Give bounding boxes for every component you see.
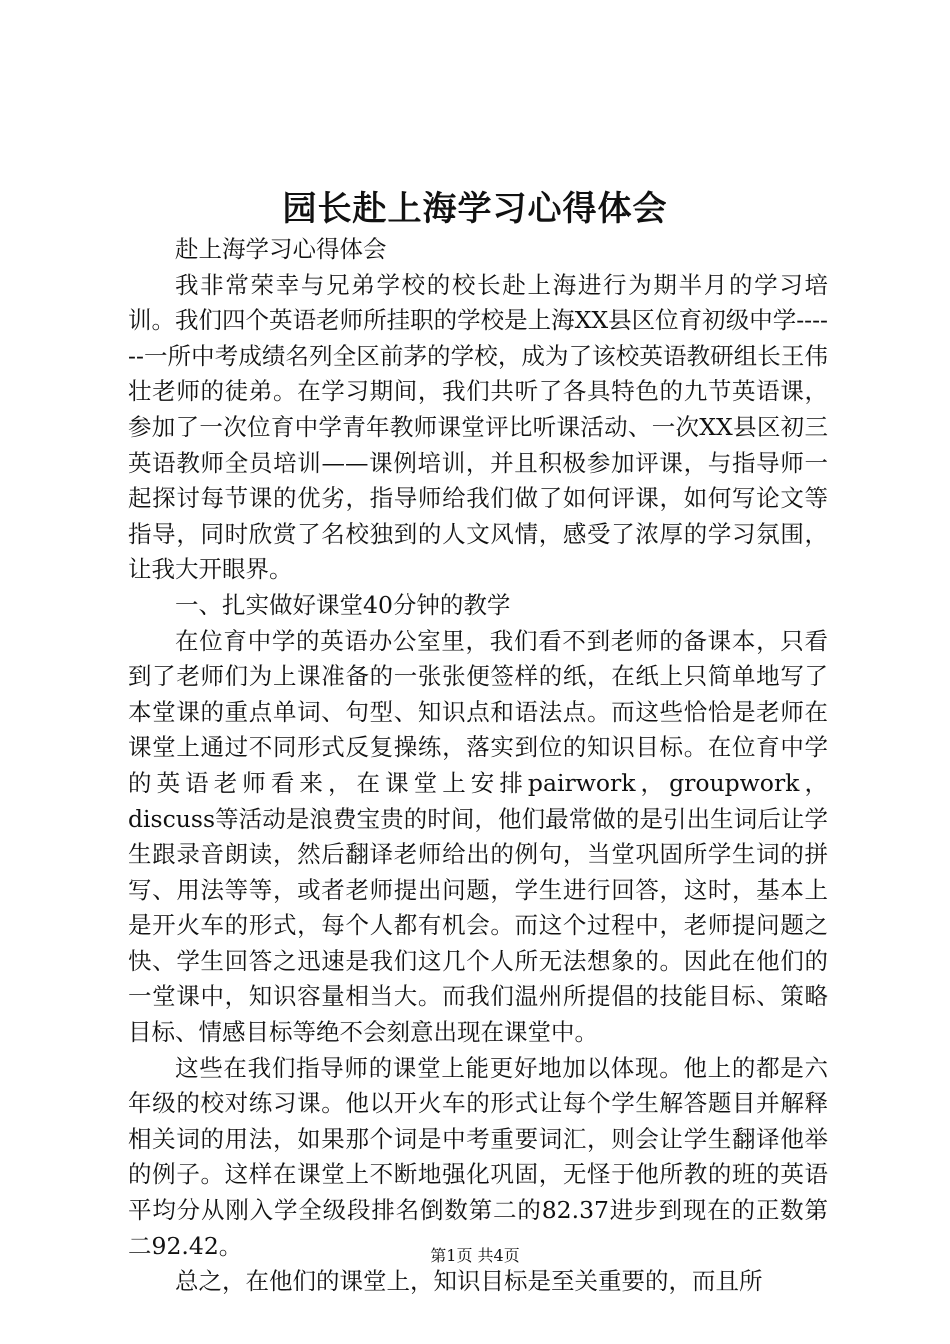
paragraph-subtitle: 赴上海学习心得体会 — [175, 235, 387, 263]
paragraph-office: 在位育中学的英语办公室里，我们看不到老师的备课本，只看到了老师们为上课准备的一张张便签样的纸，在纸上只简单地写了本堂课的重点单词、句型、知识点和语法点。而这些恰恰是老师在课堂上通过不同形式反复操练，落实到位的知识目标。在位育中学的英语老师看来，在课堂上安排pairwork，groupwork，discuss等活动是浪费宝贵的时间，他们最常做的是引出生词后让学生跟录音朗读，然后翻译老师给出的例句，当堂巩固所学生词的拼写、用法等等，或者老师提出问题，学生进行回答，这时，基本上是开火车的形式，每个人都有机会。而这个过程中，老师提问题之快、学生回答之迅速是我们这几个人所无法想象的。因此在他们的一堂课中，知识容量相当大。而我们温州所提倡的技能目标、策略目标、情感目标等绝不会刻意出现在课堂中。 — [128, 626, 828, 1047]
page-footer: 第1页 共4页 — [430, 1246, 520, 1265]
document-body — [128, 232, 828, 1300]
paragraph-summary: 总之，在他们的课堂上，知识目标是至关重要的，而且所 — [175, 1267, 763, 1296]
paragraph-mentor: 这些在我们指导师的课堂上能更好地加以体现。他上的都是六年级的校对练习课。他以开火车的形式让每个学生解答题目并解释相关词的用法，如果那个词是中考重要词汇，则会让学生翻译他举的例子。这样在课堂上不断地强化巩固，无怪于他所教的班的英语平均分从刚入学全级段排名倒数第二的82.37进步到现在的正数第二92.42。 — [128, 1053, 828, 1260]
paragraph-intro: 我非常荣幸与兄弟学校的校长赴上海进行为期半月的学习培训。我们四个英语老师所挂职的学校是上海XX县区位育初级中学------一所中考成绩名列全区前茅的学校，成为了该校英语教研组长王伟壮老师的徒弟。在学习期间，我们共听了各具特色的九节英语课，参加了一次位育中学青年教师课堂评比听课活动、一次XX县区初三英语教师全员培训——课例培训，并且积极参加评课，与指导师一起探讨每节课的优劣，指导师给我们做了如何评课，如何写论文等指导，同时欣赏了名校独到的人文风情，感受了浓厚的学习氛围，让我大开眼界。 — [128, 270, 828, 584]
section-heading-1: 一、扎实做好课堂40分钟的教学 — [175, 590, 511, 619]
document-title: 园长赴上海学习心得体会 — [282, 189, 668, 229]
